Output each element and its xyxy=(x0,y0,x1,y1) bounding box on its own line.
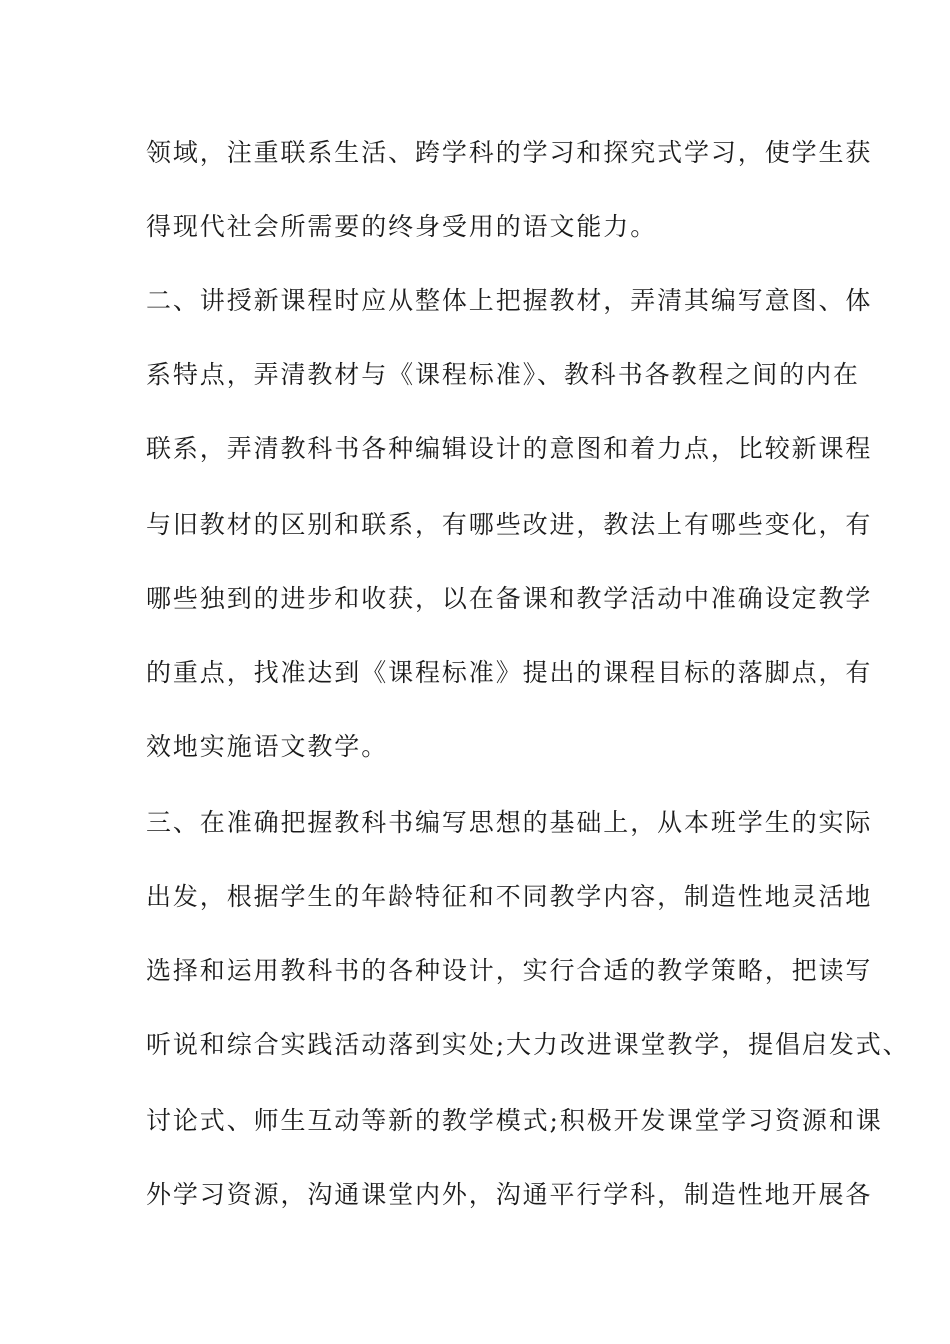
text-line: 得现代社会所需要的终身受用的语文能力。 xyxy=(146,212,658,241)
text-line: 讨论式、师生互动等新的教学模式;积极开发课堂学习资源和课 xyxy=(146,1106,883,1135)
text-line: 选择和运用教科书的各种设计，实行合适的教学策略，把读写 xyxy=(146,956,873,985)
text-line: 听说和综合实践活动落到实处;大力改进课堂教学，提倡启发式、 xyxy=(146,1030,910,1059)
text-line: 与旧教材的区别和联系，有哪些改进，教法上有哪些变化，有 xyxy=(146,510,873,539)
text-line: 三、在准确把握教科书编写思想的基础上，从本班学生的实际 xyxy=(146,808,873,837)
text-line: 哪些独到的进步和收获，以在备课和教学活动中准确设定教学 xyxy=(146,584,873,613)
text-line: 联系，弄清教科书各种编辑设计的意图和着力点，比较新课程 xyxy=(146,434,873,463)
text-line: 外学习资源，沟通课堂内外，沟通平行学科，制造性地开展各 xyxy=(146,1180,873,1209)
text-line: 效地实施语文教学。 xyxy=(146,732,389,761)
text-line: 系特点，弄清教材与《课程标准》、教科书各教程之间的内在 xyxy=(146,360,860,389)
text-line: 出发，根据学生的年龄特征和不同教学内容，制造性地灵活地 xyxy=(146,882,873,911)
text-line: 的重点，找准达到《课程标准》提出的课程目标的落脚点，有 xyxy=(146,658,873,687)
text-line: 领域，注重联系生活、跨学科的学习和探究式学习，使学生获 xyxy=(146,138,873,167)
text-line: 二、讲授新课程时应从整体上把握教材，弄清其编写意图、体 xyxy=(146,286,873,315)
